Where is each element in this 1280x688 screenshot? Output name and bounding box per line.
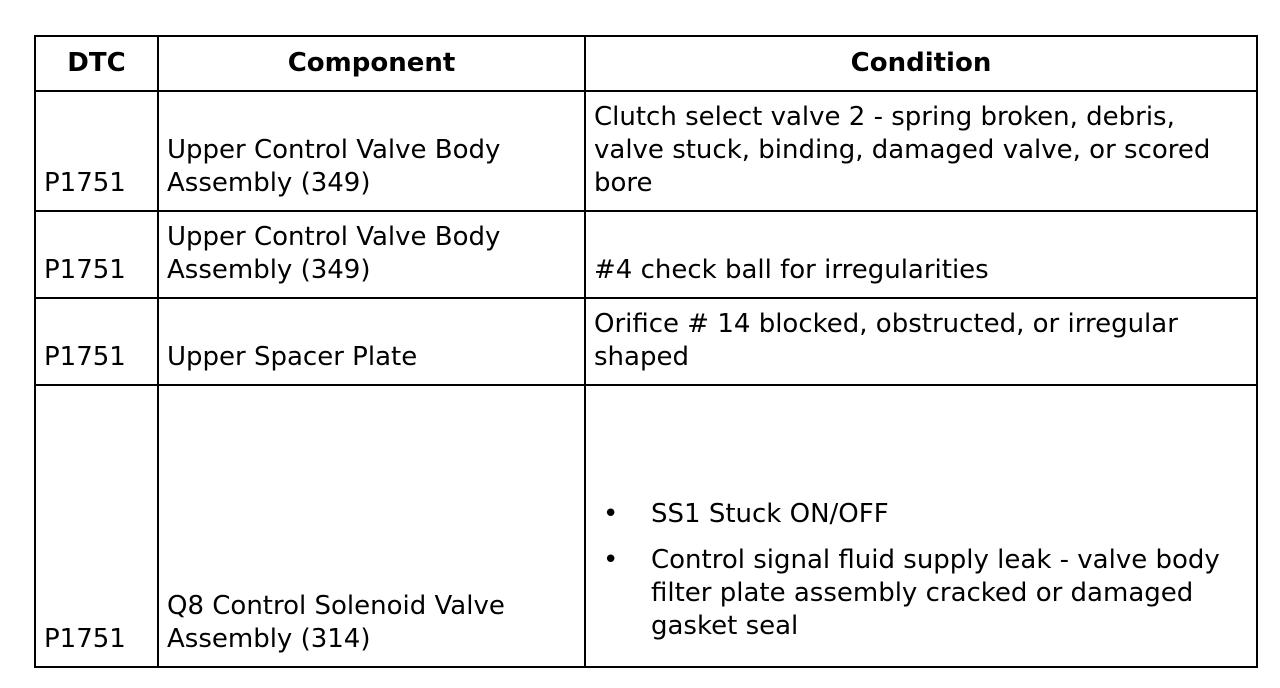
condition-cell: Orifice # 14 blocked, obstructed, or irregular shaped bbox=[585, 298, 1257, 385]
header-condition: Condition bbox=[585, 36, 1257, 91]
component-cell: Upper Control Valve Body Assembly (349) bbox=[158, 91, 585, 211]
header-dtc: DTC bbox=[35, 36, 158, 91]
bullet-icon: • bbox=[603, 499, 619, 529]
bullet-item bbox=[594, 498, 1248, 531]
condition-cell: Clutch select valve 2 - spring broken, debris, valve stuck, binding, damaged valve, or scored bore bbox=[585, 91, 1257, 211]
component-cell: Q8 Control Solenoid Valve Assembly (314) bbox=[158, 385, 585, 667]
dtc-cell: P1751 bbox=[35, 211, 158, 298]
dtc-cell: P1751 bbox=[35, 91, 158, 211]
dtc-cell: P1751 bbox=[35, 385, 158, 667]
bullet-item bbox=[594, 544, 1248, 643]
bullet-icon: • bbox=[603, 545, 619, 575]
condition-bullet-list bbox=[594, 498, 1248, 643]
condition-cell: #4 check ball for irregularities bbox=[585, 211, 1257, 298]
dtc-table bbox=[34, 35, 1258, 668]
condition-cell bbox=[585, 385, 1257, 667]
bullet-text: Control signal fluid supply leak - valve body filter plate assembly cracked or damaged gasket seal bbox=[651, 545, 1220, 641]
component-cell: Upper Control Valve Body Assembly (349) bbox=[158, 211, 585, 298]
table-header-row bbox=[35, 36, 1257, 91]
table-row bbox=[35, 298, 1257, 385]
table-row bbox=[35, 91, 1257, 211]
table-row bbox=[35, 211, 1257, 298]
dtc-cell: P1751 bbox=[35, 298, 158, 385]
table-row bbox=[35, 385, 1257, 667]
bullet-text: SS1 Stuck ON/OFF bbox=[651, 499, 889, 529]
component-cell: Upper Spacer Plate bbox=[158, 298, 585, 385]
header-component: Component bbox=[158, 36, 585, 91]
